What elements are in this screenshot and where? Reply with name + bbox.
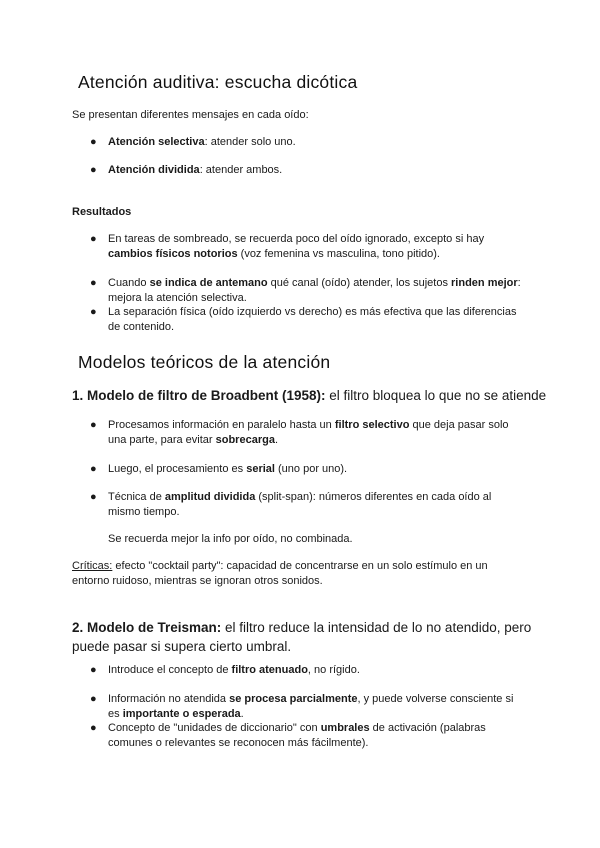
bullet-icon: ● bbox=[90, 306, 97, 318]
treisman-heading: 2. Modelo de Treisman: el filtro reduce la intensidad de lo no atendido, pero puede pasar si supera cierto umbral. bbox=[72, 620, 532, 654]
section-title-models: Modelos teóricos de la atención bbox=[78, 352, 331, 372]
list-item: Procesamos información en paralelo hasta un filtro selectivo que deja pasar solo una parte, para evitar sobrecarga. bbox=[108, 419, 509, 446]
list-item: En tareas de sombreado, se recuerda poco del oído ignorado, excepto si hay cambios físicos notorios (voz femenina vs masculina, tono pitido). bbox=[108, 233, 485, 260]
broadbent-heading: 1. Modelo de filtro de Broadbent (1958): el filtro bloquea lo que no se atiende bbox=[72, 388, 547, 403]
bullet-icon: ● bbox=[90, 233, 97, 245]
bullet-icon: ● bbox=[90, 277, 97, 289]
list-item: Introduce el concepto de filtro atenuado, no rígido. bbox=[108, 664, 360, 676]
list-item: La separación física (oído izquierdo vs derecho) es más efectiva que las diferencias de contenido. bbox=[108, 306, 517, 333]
bullet-icon: ● bbox=[90, 722, 97, 734]
list-item: Información no atendida se procesa parcialmente, y puede volverse consciente si es importante o esperada. bbox=[108, 693, 514, 720]
critics-label: Críticas: bbox=[72, 560, 113, 572]
bullet-icon: ● bbox=[90, 491, 97, 503]
list-item: Técnica de amplitud dividida (split-span): números diferentes en cada oído al mismo tiempo. bbox=[108, 491, 492, 518]
broadbent-note: Se recuerda mejor la info por oído, no combinada. bbox=[108, 533, 353, 545]
list-item: Atención dividida: atender ambos. bbox=[108, 164, 283, 176]
section-title-dichotic: Atención auditiva: escucha dicótica bbox=[78, 72, 358, 92]
bullet-icon: ● bbox=[90, 664, 97, 676]
critics-paragraph: Críticas: efecto "cocktail party": capacidad de concentrarse en un solo estímulo en un entorno ruidoso, mientras se ignoran otros sonidos. bbox=[72, 560, 488, 587]
list-item: Concepto de "unidades de diccionario" con umbrales de activación (palabras comunes o relevantes se reconocen más fácilmente). bbox=[108, 722, 486, 749]
intro-text: Se presentan diferentes mensajes en cada oído: bbox=[72, 109, 309, 121]
bullet-icon: ● bbox=[90, 419, 97, 431]
bullet-icon: ● bbox=[90, 164, 97, 176]
list-item: Luego, el procesamiento es serial (uno por uno). bbox=[108, 463, 348, 475]
list-item: Cuando se indica de antemano qué canal (oído) atender, los sujetos rinden mejor: mejora la atención selectiva. bbox=[108, 277, 521, 304]
bullet-icon: ● bbox=[90, 463, 97, 475]
bullet-icon: ● bbox=[90, 136, 97, 148]
list-item: Atención selectiva: atender solo uno. bbox=[108, 136, 296, 148]
bullet-icon: ● bbox=[90, 693, 97, 705]
results-label: Resultados bbox=[72, 206, 132, 218]
